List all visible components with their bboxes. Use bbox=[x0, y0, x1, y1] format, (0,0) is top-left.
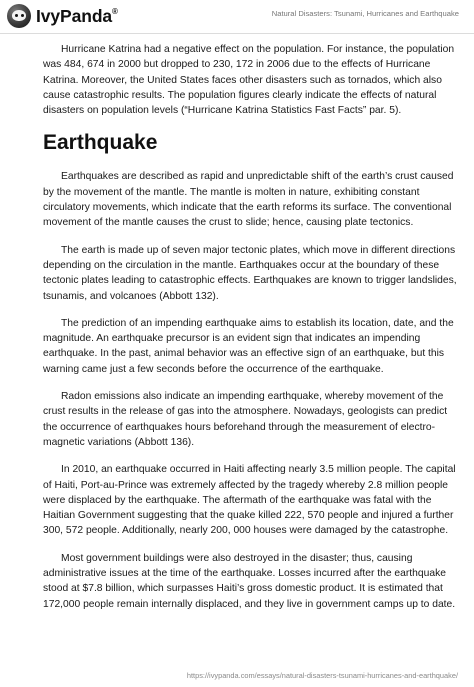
body-paragraph: The prediction of an impending earthquake aims to establish its location, date, and the magnitude. An earthquake precursor is an evident sign that indicates an impending earthquake. In the past, animal behavior was an effective sign of an earthquake, but this warning came just a few seconds before the occurrence of the earthquake. bbox=[43, 317, 454, 375]
page-header bbox=[0, 0, 474, 34]
body-paragraph: In 2010, an earthquake occurred in Haiti affecting nearly 3.5 million people. The capital of Haiti, Port-au-Prince was extremely affected by the tragedy whereby 2.8 million people were displaced by the earthquake. The aftermath of the earthquake was fatal with the Haitian Government suggesting that the quake killed 222, 570 people and injured a further 300, 572 people. Additionally, nearly 200, 000 houses were damaged by the catastrophe. bbox=[43, 464, 456, 537]
body-paragraph: The earth is made up of seven major tectonic plates, which move in different directions depending on the circulation in the mantle. Earthquakes occur at the boundary of these tectonic plates leading to catastrophic effects. Earthquakes are known to trigger landslides, tsunamis, and volcanoes (Abbott 132). bbox=[43, 244, 457, 302]
panda-logo-icon bbox=[7, 4, 31, 28]
source-url-link[interactable]: https://ivypanda.com/essays/natural-disasters-tsunami-hurricanes-and-earthquake/ bbox=[186, 671, 458, 680]
logo-text: IvyPanda® bbox=[36, 5, 118, 26]
ivypanda-logo[interactable] bbox=[7, 4, 118, 28]
intro-paragraph: Hurricane Katrina had a negative effect on the population. For instance, the population was 484, 674 in 2000 but dropped to 230, 172 in 2006 due to the effects of Hurricane Katrina. Moreover, the United States faces other disasters such as tornados, which also cause catastrophic results. The population figures clearly indicate the effects of natural disasters on population levels (“Hurricane Katrina Statistics Fast Facts” par. 5). bbox=[43, 44, 455, 117]
body-paragraph: Radon emissions also indicate an impending earthquake, whereby movement of the crust results in the release of gas into the atmosphere. Nowadays, geologists can predict the occurrence of earthquakes hours beforehand through the measurement of electro-magnetic variations (Abbott 136). bbox=[43, 391, 448, 448]
body-paragraph: Earthquakes are described as rapid and unpredictable shift of the earth’s crust caused by the movement of the mantle. The mantle is molten in nature, exhibiting constant circulatory movements, which indicate that the earth reforms its surface. The conventional movement of the mantle causes the crust to slide; hence, causing plate tectonics. bbox=[43, 171, 454, 229]
document-title: Natural Disasters: Tsunami, Hurricanes and Earthquake bbox=[271, 9, 459, 18]
body-paragraph: Most government buildings were also destroyed in the disaster; thus, causing administrative issues at the time of the earthquake. Losses incurred after the earthquake stood at $7.8 billion, which surpasses Haiti’s gross domestic product. It is estimated that 172,000 people remain internally displaced, and they live in government camps up to date. bbox=[43, 552, 456, 610]
section-heading: Earthquake bbox=[43, 131, 158, 155]
document-body bbox=[43, 42, 463, 624]
